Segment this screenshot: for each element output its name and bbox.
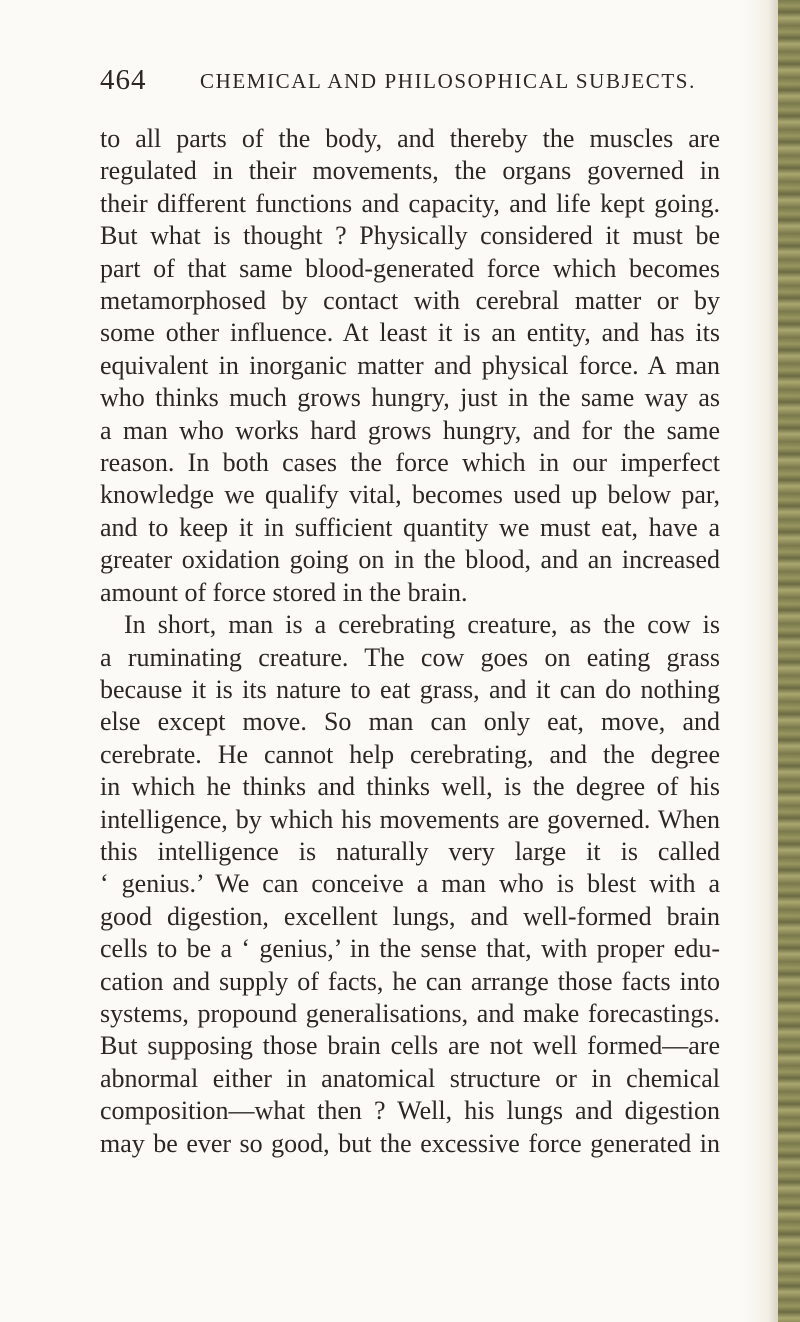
text-line: composition—what then ? Well, his lungs and digestion	[100, 1096, 720, 1126]
text-line: equivalent in inorganic matter and physical force. A man	[100, 350, 720, 380]
text-line: in which he thinks and thinks well, is the degree of his	[100, 772, 720, 802]
text-line: greater oxidation going on in the blood, and an increased	[100, 545, 720, 575]
text-line: reason. In both cases the force which in our imperfect	[100, 448, 720, 478]
book-spine-edge	[778, 0, 800, 1322]
paragraph-last-line: amount of force stored in the brain.	[100, 577, 468, 607]
text-line: a ruminating creature. The cow goes on eating grass	[100, 642, 720, 672]
text-line: because it is its nature to eat grass, and it can do nothing	[100, 674, 720, 704]
text-line: regulated in their movements, the organs governed in	[100, 156, 720, 186]
text-line: this intelligence is naturally very large it is called	[100, 836, 720, 866]
text-line: some other influence. At least it is an entity, and has its	[100, 318, 720, 348]
text-line: cells to be a ‘ genius,’ in the sense that, with proper edu-	[100, 934, 720, 964]
text-line: to all parts of the body, and thereby the muscles are	[100, 124, 720, 153]
text-line: But what is thought ? Physically considered it must be	[100, 221, 720, 251]
text-line: their different functions and capacity, and life kept going.	[100, 188, 720, 218]
text-line: a man who works hard grows hungry, and for the same	[100, 415, 720, 445]
text-line: who thinks much grows hungry, just in the same way as	[100, 383, 720, 413]
page-edge-shadow	[768, 0, 778, 1322]
text-line: else except move. So man can only eat, move, and	[100, 707, 720, 737]
text-line: good digestion, excellent lungs, and well-formed brain	[100, 901, 720, 931]
text-line: and to keep it in sufficient quantity we must eat, have a	[100, 512, 720, 542]
text-line: knowledge we qualify vital, becomes used up below par,	[100, 480, 720, 510]
page-number: 464	[100, 64, 147, 96]
text-line: ‘ genius.’ We can conceive a man who is blest with a	[100, 869, 720, 899]
text-line: But supposing those brain cells are not well formed—are	[100, 1031, 720, 1061]
text-line: intelligence, by which his movements are governed. When	[100, 804, 720, 834]
running-head	[100, 64, 720, 104]
text-line: cation and supply of facts, he can arrange those facts into	[100, 966, 720, 996]
paragraph-first-line: In short, man is a cerebrating creature, as the cow is	[124, 610, 720, 640]
body-text	[100, 123, 720, 1160]
text-line: abnormal either in anatomical structure or in chemical	[100, 1063, 720, 1093]
text-line: metamorphosed by contact with cerebral matter or by	[100, 286, 720, 316]
running-head-title: CHEMICAL AND PHILOSOPHICAL SUBJECTS.	[200, 69, 696, 93]
text-line: part of that same blood-generated force which becomes	[100, 253, 720, 283]
text-line: systems, propound generalisations, and make forecastings.	[100, 998, 720, 1028]
text-line: may be ever so good, but the excessive force generated in	[100, 1128, 720, 1158]
text-line: cerebrate. He cannot help cerebrating, and the degree	[100, 739, 720, 769]
